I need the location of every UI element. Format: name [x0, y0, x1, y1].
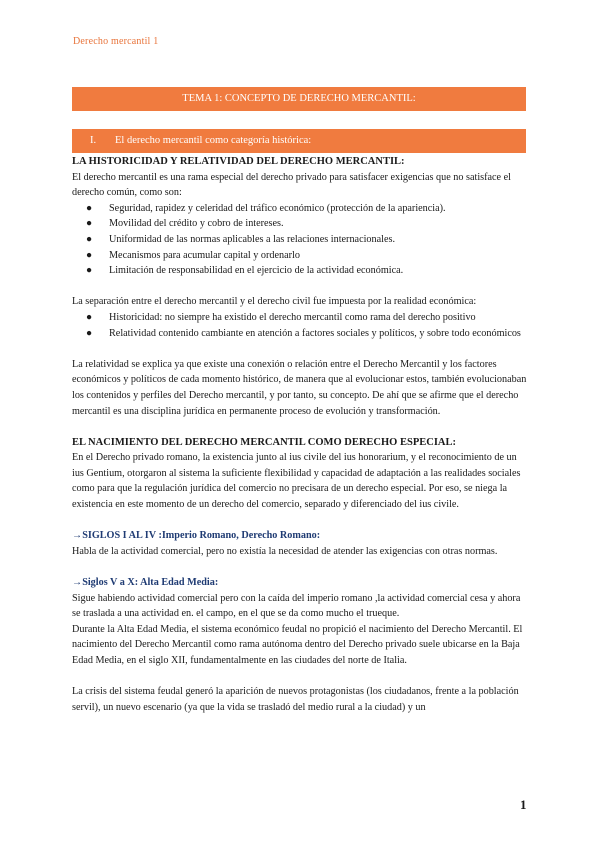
document-body: [72, 154, 528, 715]
bullet-icon: ●: [86, 233, 93, 245]
list-item-text: Relatividad contenido cambiante en atención a factores sociales y políticos, y sobre todo económicos: [109, 327, 521, 339]
section-number: I.: [90, 135, 97, 146]
spacer: [72, 419, 528, 435]
bullet-icon: ●: [86, 218, 93, 230]
heading-historicidad: LA HISTORICIDAD Y RELATIVIDAD DEL DERECHO MERCANTIL:: [72, 156, 405, 167]
section-title: El derecho mercantil como categoría histórica:: [115, 135, 312, 146]
bullet-icon: ●: [86, 327, 93, 339]
list-item-text: Historicidad: no siempre ha existido el derecho mercantil como rama del derecho positivo: [109, 311, 476, 323]
paragraph-siglos-v-x: Sigue habiendo actividad comercial pero con la caída del imperio romano ,la actividad comercial cesa y ahora se traslada a una actividad en. el campo, en el que se da como mucho el trueque.: [72, 592, 521, 620]
paragraph-relativity: La relatividad se explica ya que existe una conexión o relación entre el Derecho Mercantil y los factores económicos y políticos de cada momento histórico, de manera que al evolucionar estos, también evolucionaban los contenidos y perfiles del Derecho mercantil, y por tanto, su concepto. De ahí que se afirme que el derecho mercantil es una disciplina jurídica en permanente proceso de evolución y transformación.: [72, 358, 527, 417]
subheading-siglos-i-iv: →SIGLOS I AL IV :Imperio Romano, Derecho Romano:: [72, 530, 321, 542]
bullet-icon: ●: [86, 202, 93, 214]
paragraph-siglos-i-iv: Habla de la actividad comercial, pero no existía la necesidad de atender las exigencias con otras normas.: [72, 545, 498, 557]
list-item: [72, 216, 528, 232]
list-item: [72, 263, 528, 279]
paragraph-crisis: La crisis del sistema feudal generó la aparición de nuevos protagonistas (los ciudadanos, frente a la población servil), un nuevo escenario (ya que la vida se trasladó del medio rural a la ciudad) y un: [72, 686, 519, 713]
list-item-text: Seguridad, rapidez y celeridad del tráfico económico (protección de la apariencia).: [109, 202, 446, 214]
page-number: 1: [520, 797, 527, 812]
spacer: [72, 341, 528, 357]
paragraph-separation: La separación entre el derecho mercantil y el derecho civil fue impuesta por la realidad económica:: [72, 296, 477, 308]
paragraph-intro: El derecho mercantil es una rama especial del derecho privado para satisfacer exigencias que no satisface el derecho común, como son:: [72, 171, 511, 199]
paragraph-roman-law: En el Derecho privado romano, la existencia junto al ius civile del ius honorarium, y el reconocimiento de un ius Gentium, otorgaron al sistema la suficiente flexibilidad y capacidad de adaptación a las realidades sociales como para que la regulación jurídica del comercio no precisara de un derecho especial. Por eso, se niega la existencia en este momento de un derecho del comercio, separado y diferenciado del ius civile.: [72, 452, 521, 511]
list-item-text: Movilidad del crédito y cobro de intereses.: [109, 218, 284, 230]
heading-nacimiento: EL NACIMIENTO DEL DERECHO MERCANTIL COMO DERECHO ESPECIAL:: [72, 436, 456, 448]
requirements-list: [72, 201, 528, 279]
subheading-siglos-v-x: →Siglos V a X: Alta Edad Media:: [72, 577, 219, 589]
paragraph-alta-edad-media: Durante la Alta Edad Media, el sistema económico feudal no propició el nacimiento del Derecho Mercantil. El nacimiento del Derecho Mercantil como rama autónoma dentro del Derecho privado suele ubicarse en la Baja Edad Media, en el siglo XII, fundamentalmente en las ciudades del norte de Italia.: [72, 623, 523, 666]
list-item: [72, 201, 528, 217]
bullet-icon: ●: [86, 311, 93, 323]
running-header: Derecho mercantil 1: [73, 36, 159, 47]
topic-title-band: TEMA 1: CONCEPTO DE DERECHO MERCANTIL:: [72, 87, 526, 111]
spacer: [72, 559, 528, 575]
list-item-text: Uniformidad de las normas aplicables a las relaciones internacionales.: [109, 233, 395, 245]
list-item: [72, 232, 528, 248]
list-item: [72, 326, 528, 342]
separation-list: [72, 310, 528, 341]
list-item-text: Mecanismos para acumular capital y ordenarlo: [109, 249, 300, 261]
list-item: [72, 310, 528, 326]
list-item-text: Limitación de responsabilidad en el ejercicio de la actividad económica.: [109, 265, 404, 277]
spacer: [72, 513, 528, 529]
list-item: [72, 248, 528, 264]
spacer: [72, 669, 528, 685]
section-title-band: [72, 129, 526, 153]
spacer: [72, 279, 528, 295]
bullet-icon: ●: [86, 249, 93, 261]
bullet-icon: ●: [86, 265, 93, 277]
